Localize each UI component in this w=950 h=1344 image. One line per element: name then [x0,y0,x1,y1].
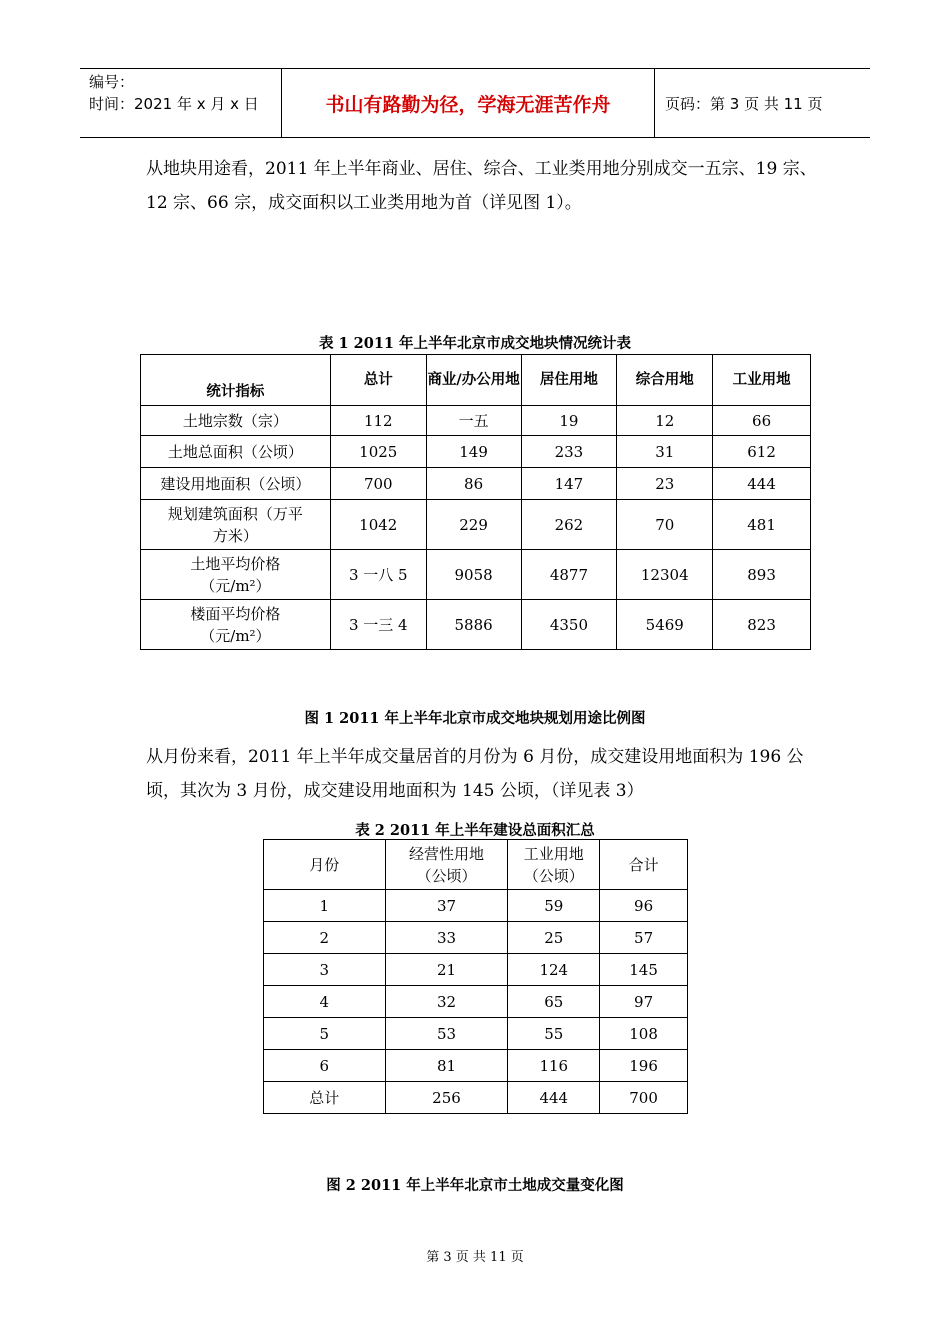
table-cell: 112 [330,406,426,436]
table-row [141,550,811,600]
figure1-caption: 图 1 2011 年上半年北京市成交地块规划用途比例图 [304,710,646,727]
table1-land-statistics [140,354,811,650]
table-cell: 233 [521,436,617,468]
table-row [264,1050,688,1082]
table-cell: 9058 [426,550,521,600]
table-total-row [264,1082,688,1114]
row-label: 规划建筑面积（万平方米） [141,500,331,550]
table-cell: 256 [385,1082,508,1114]
table-cell: 97 [600,986,688,1018]
table-cell: 196 [600,1050,688,1082]
table-cell: 5 [264,1018,386,1050]
row-label: 土地总面积（公顷） [141,436,331,468]
table-cell: 444 [713,468,811,500]
table-row [264,1018,688,1050]
table-cell: 一五 [426,406,521,436]
table-cell: 4877 [521,550,617,600]
row-label: 建设用地面积（公顷） [141,468,331,500]
table-cell: 3 [264,954,386,986]
header-page-info: 页码：第 3 页 共 11 页 [665,94,823,113]
table-cell: 823 [713,600,811,650]
table-row [264,890,688,922]
column-header: 工业用地（公顷） [508,840,600,890]
table-row [264,954,688,986]
table-cell: 19 [521,406,617,436]
table-header-row [141,355,811,406]
column-header: 工业用地 [713,355,811,406]
table-cell: 55 [508,1018,600,1050]
table-cell: 21 [385,954,508,986]
table-row [264,922,688,954]
table-cell: 12304 [617,550,713,600]
table-cell: 32 [385,986,508,1018]
table-cell: 81 [385,1050,508,1082]
table-cell: 108 [600,1018,688,1050]
table-cell: 481 [713,500,811,550]
table-header-row [264,840,688,890]
table-cell: 6 [264,1050,386,1082]
table-cell: 33 [385,922,508,954]
table-cell: 145 [600,954,688,986]
page-footer: 第 3 页 共 11 页 [426,1250,524,1265]
column-header: 统计指标 [141,355,331,406]
row-label: 土地宗数（宗） [141,406,331,436]
table-cell: 12 [617,406,713,436]
table-cell: 70 [617,500,713,550]
table-cell: 893 [713,550,811,600]
table-cell: 700 [330,468,426,500]
table-cell: 5886 [426,600,521,650]
table-row [141,406,811,436]
table2-monthly-area [263,839,688,1114]
document-time-label: 时间：2021 年 x 月 x 日 [89,95,259,113]
column-header: 综合用地 [617,355,713,406]
column-header: 合计 [600,840,688,890]
table-row [141,500,811,550]
paragraph-monthly: 从月份来看，2011 年上半年成交量居首的月份为 6 月份，成交建设用地面积为 196 公顷，其次为 3 月份，成交建设用地面积为 145 公顷，（详见表 3） [146,747,804,801]
table2-caption: 表 2 2011 年上半年建设总面积汇总 [355,822,595,839]
row-label: 楼面平均价格（元/m²） [141,600,331,650]
table-cell: 612 [713,436,811,468]
table-cell: 1042 [330,500,426,550]
column-header: 总计 [330,355,426,406]
table-cell: 66 [713,406,811,436]
document-number-label: 编号： [89,73,135,91]
table-cell: 3 一三 4 [330,600,426,650]
figure2-caption: 图 2 2011 年上半年北京市土地成交量变化图 [326,1177,624,1194]
table-cell: 4 [264,986,386,1018]
paragraph-land-use: 从地块用途看，2011 年上半年商业、居住、综合、工业类用地分别成交一五宗、19 宗、12 宗、66 宗，成交面积以工业类用地为首（详见图 1）。 [146,159,817,213]
header-meta [80,69,281,137]
table-cell: 1025 [330,436,426,468]
table-cell: 总计 [264,1082,386,1114]
table-cell: 262 [521,500,617,550]
table-row [141,468,811,500]
table-cell: 25 [508,922,600,954]
table-cell: 57 [600,922,688,954]
table-cell: 37 [385,890,508,922]
table-row [141,436,811,468]
table-row [264,986,688,1018]
table-cell: 3 一八 5 [330,550,426,600]
table-cell: 2 [264,922,386,954]
column-header: 居住用地 [521,355,617,406]
table-cell: 5469 [617,600,713,650]
table-cell: 59 [508,890,600,922]
table1-caption: 表 1 2011 年上半年北京市成交地块情况统计表 [318,335,632,352]
table-cell: 147 [521,468,617,500]
table-cell: 4350 [521,600,617,650]
table-cell: 96 [600,890,688,922]
table-row [141,600,811,650]
table-cell: 124 [508,954,600,986]
column-header: 商业/办公用地 [426,355,521,406]
table-cell: 116 [508,1050,600,1082]
table-cell: 229 [426,500,521,550]
table-cell: 1 [264,890,386,922]
column-header: 经营性用地（公顷） [385,840,508,890]
table-cell: 31 [617,436,713,468]
table-cell: 149 [426,436,521,468]
header-motto: 书山有路勤为径，学海无涯苦作舟 [281,69,655,137]
table-cell: 53 [385,1018,508,1050]
table-cell: 65 [508,986,600,1018]
column-header: 月份 [264,840,386,890]
page-header [80,68,870,138]
row-label: 土地平均价格（元/m²） [141,550,331,600]
table-cell: 23 [617,468,713,500]
table-cell: 444 [508,1082,600,1114]
table-cell: 86 [426,468,521,500]
table-cell: 700 [600,1082,688,1114]
